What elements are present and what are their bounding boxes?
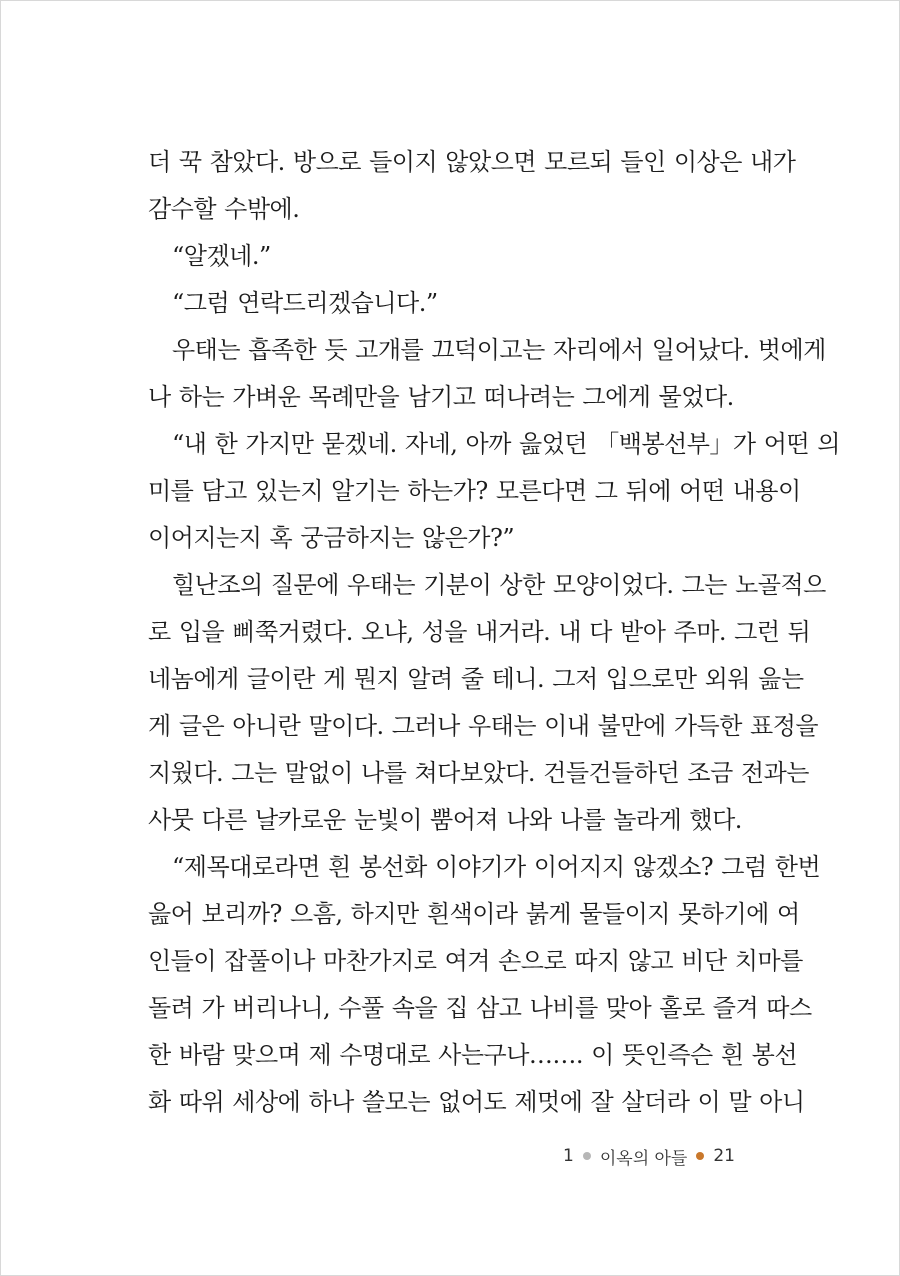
text-line: 인들이 잡풀이나 마찬가지로 여겨 손으로 따지 않고 비단 치마를 — [148, 947, 803, 975]
orange-dot-icon — [696, 1152, 704, 1160]
text-line: 화 따위 세상에 하나 쓸모는 없어도 제멋에 잘 살더라 이 말 아니 — [148, 1088, 805, 1116]
text-line: 한 바람 맞으며 제 수명대로 사는구나……. 이 뜻인즉슨 흰 봉선 — [148, 1041, 798, 1069]
running-footer — [563, 1142, 735, 1170]
text-line: 미를 담고 있는지 알기는 하는가? 모른다면 그 뒤에 어떤 내용이 — [148, 477, 801, 505]
text-line: 지웠다. 그는 말없이 나를 쳐다보았다. 건들건들하던 조금 전과는 — [148, 759, 809, 787]
text-line: “제목대로라면 흰 봉선화 이야기가 이어지지 않겠소? 그럼 한번 — [172, 853, 821, 881]
text-line: 게 글은 아니란 말이다. 그러나 우태는 이내 불만에 가득한 표정을 — [148, 712, 819, 740]
page-number: 21 — [713, 1146, 735, 1166]
gray-dot-icon — [583, 1152, 591, 1160]
text-line: “그럼 연락드리겠습니다.” — [172, 289, 438, 317]
text-line: 더 꾹 참았다. 방으로 들이지 않았으면 모르되 들인 이상은 내가 — [148, 148, 796, 176]
text-line: 이어지는지 혹 궁금하지는 않은가?” — [148, 524, 515, 552]
text-line: 힐난조의 질문에 우태는 기분이 상한 모양이었다. 그는 노골적으 — [172, 571, 826, 599]
text-line: 네놈에게 글이란 게 뭔지 알려 줄 테니. 그저 입으로만 외워 읊는 — [148, 665, 804, 693]
text-line: 돌려 가 버리나니, 수풀 속을 집 삼고 나비를 맞아 홀로 즐겨 따스 — [148, 994, 812, 1022]
text-line: 사뭇 다른 날카로운 눈빛이 뿜어져 나와 나를 놀라게 했다. — [148, 806, 742, 834]
text-line: “알겠네.” — [172, 242, 271, 270]
text-line: 나 하는 가벼운 목례만을 남기고 떠나려는 그에게 물었다. — [148, 383, 734, 411]
text-line: 읊어 보리까? 으흠, 하지만 흰색이라 붉게 물들이지 못하기에 여 — [148, 900, 800, 928]
chapter-number: 1 — [563, 1146, 574, 1166]
body-text — [148, 139, 840, 1126]
text-line: 우태는 흡족한 듯 고개를 끄덕이고는 자리에서 일어났다. 벗에게 — [172, 336, 826, 364]
chapter-title: 이옥의 아들 — [599, 1148, 688, 1169]
text-line: 감수할 수밖에. — [148, 195, 300, 223]
text-line: 로 입을 삐쭉거렸다. 오냐, 성을 내거라. 내 다 받아 주마. 그런 뒤 — [148, 618, 811, 646]
text-line: “내 한 가지만 묻겠네. 자네, 아까 읊었던 「백봉선부」가 어떤 의 — [172, 430, 840, 458]
